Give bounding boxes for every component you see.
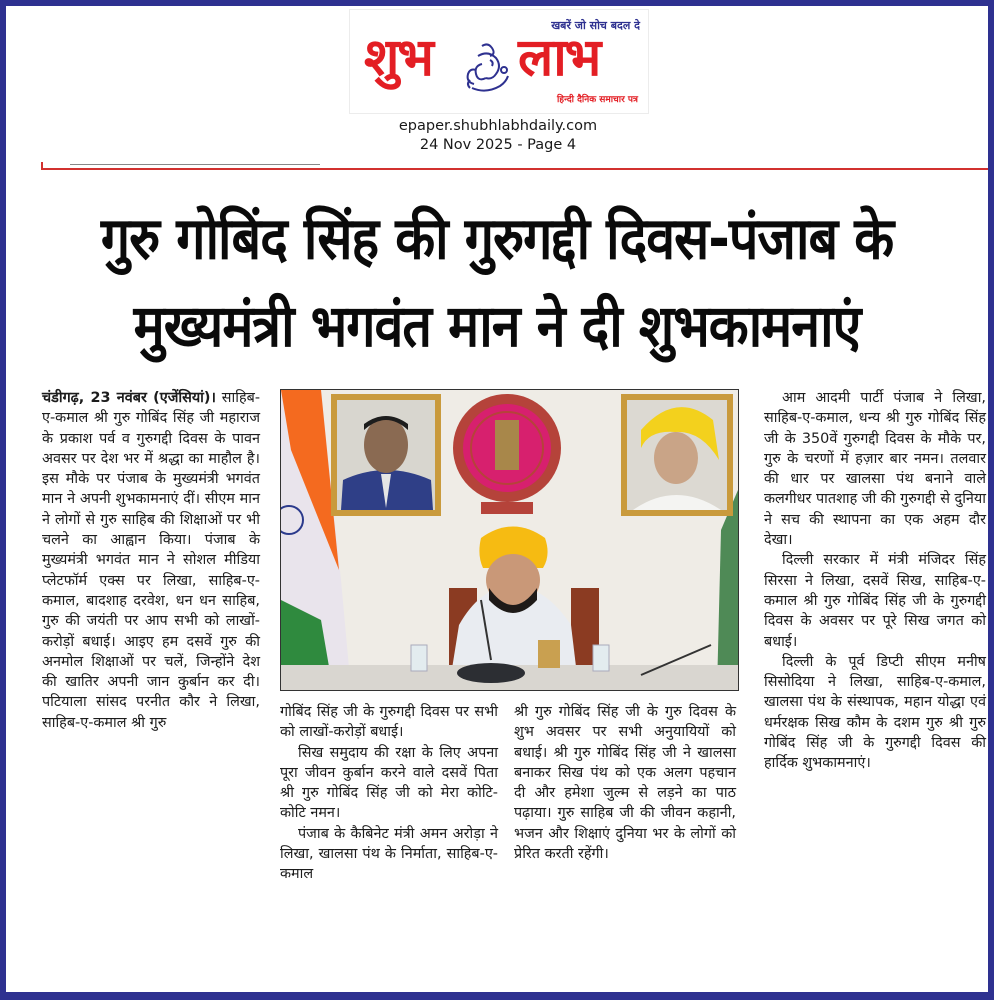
article-photo[interactable] [280,389,739,691]
article-column-4 [764,388,986,774]
header-rule-red [41,168,988,170]
article-column-3 [514,702,736,864]
ganesha-icon [460,40,514,94]
masthead-tagline: खबरें जो सोच बदल दे [551,19,640,32]
column-2-paragraph-3: पंजाब के कैबिनेट मंत्री अमन अरोड़ा ने लिखा, खालसा पंथ के निर्माता, साहिब-ए-कमाल [280,825,498,883]
column-1-text: साहिब-ए-कमाल श्री गुरु गोबिंद सिंह जी महाराज के प्रकाश पर्व व गुरुगद्दी दिवस के पावन अवसर पर देश भर में श्रद्धा का माहौल है। इस मौके पर पंजाब के मुख्यमंत्री भगवंत मान ने अपनी शुभकामनाएं दीं। सीएम मान ने लोगों से गुरु साहिब की शिक्षाओं पर भी चलने का आह्वान किया। पंजाब के मुख्यमंत्री भगवंत मान ने सोशल मीडिया प्लेटफॉर्म एक्स पर लिखा, साहिब-ए-कमाल, बादशाह दरवेश, धन धन साहिब, गुरु की जयंती पर आप सभी को लाखों-करोड़ों बधाई। आइए हम दसवें गुरु की अनमोल शिक्षाओं पर चलें, जिन्होंने देश की खातिर अपनी जान कुर्बान कर दी। पटियाला सांसद परनीत कौर ने लिखा, साहिब-ए-कमाल श्री गुरु [42,390,261,731]
epaper-page [6,6,988,992]
epaper-url[interactable]: epaper.shubhlabhdaily.com [398,118,598,134]
masthead-subtagline: हिन्दी दैनिक समाचार पत्र [556,95,638,105]
edition-date-page: 24 Nov 2025 - Page 4 [419,137,577,153]
headline-line-2: मुख्यमंत्री भगवंत मान ने दी शुभकामनाएं [133,293,861,361]
masthead-logo[interactable] [349,9,649,114]
column-4-paragraph-1: आम आदमी पार्टी पंजाब ने लिखा, साहिब-ए-कमाल, धन्य श्री गुरु गोबिंद सिंह जी के 350वें गुरुगद्दी दिवस के मौके पर, गुरु के चरणों में हज़ार बार नमन। तलवार की धार पर खालसा पंथ बनाने वाले कलगीधर पातशाह जी की गुरुगद्दी से दुनिया ने सच की स्थापना का एक अहम दौर देखा। [764,390,986,549]
column-2-paragraph-2: सिख समुदाय की रक्षा के लिए अपना पूरा जीवन कुर्बान करने वाले दसवें पिता श्री गुरु गोबिंद सिंह जी को मेरा कोटि-कोटि नमन। [280,744,498,822]
logo-word-right: लाभ [518,28,600,88]
header-rule-gray [70,164,320,165]
logo-word-left: शुभ [364,28,432,88]
column-4-paragraph-2: दिल्ली सरकार में मंत्री मंजिदर सिंह सिरसा ने लिखा, दसवें सिख, साहिब-ए-कमाल श्री गुरु गोबिंद सिंह जी के गुरुगद्दी दिवस के अवसर पर पूरे सिख जगत को बधाई। [764,552,986,650]
column-2-paragraph-1: गोबिंद सिंह जी के गुरुगद्दी दिवस पर सभी को लाखों-करोड़ों बधाई। [280,704,498,741]
article-column-2 [280,702,498,885]
column-3-text: श्री गुरु गोबिंद सिंह जी के गुरु दिवस के शुभ अवसर पर सभी अनुयायियों को बधाई। श्री गुरु गोबिंद सिंह जी ने खालसा बनाकर सिख पंथ को एक अलग पहचान दी और हमेशा जुल्म से लड़ने का पाठ पढ़ाया। गुरु साहिब जी की जीवन कहानी, भजन और शिक्षाएं दुनिया भर के लोगों को प्रेरित करती रहेंगी। [514,704,736,863]
article-headline [26,196,968,371]
column-4-paragraph-3: दिल्ली के पूर्व डिप्टी सीएम मनीष सिसोदिया ने लिखा, साहिब-ए-कमाल, खालसा पंथ के संस्थापक, महान योद्धा एवं धर्मरक्षक सिख कौम के दशम गुरु श्री गुरु गोबिंद सिंह जी के गुरुगद्दी दिवस की हार्दिक शुभकामनाएं। [764,653,986,772]
article-column-1 [42,388,260,733]
article-dateline: चंडीगढ़, 23 नवंबर (एजेंसियां)। [42,390,216,406]
headline-line-1: गुरु गोबिंद सिंह की गुरुगद्दी दिवस-पंजाब के [100,206,894,274]
